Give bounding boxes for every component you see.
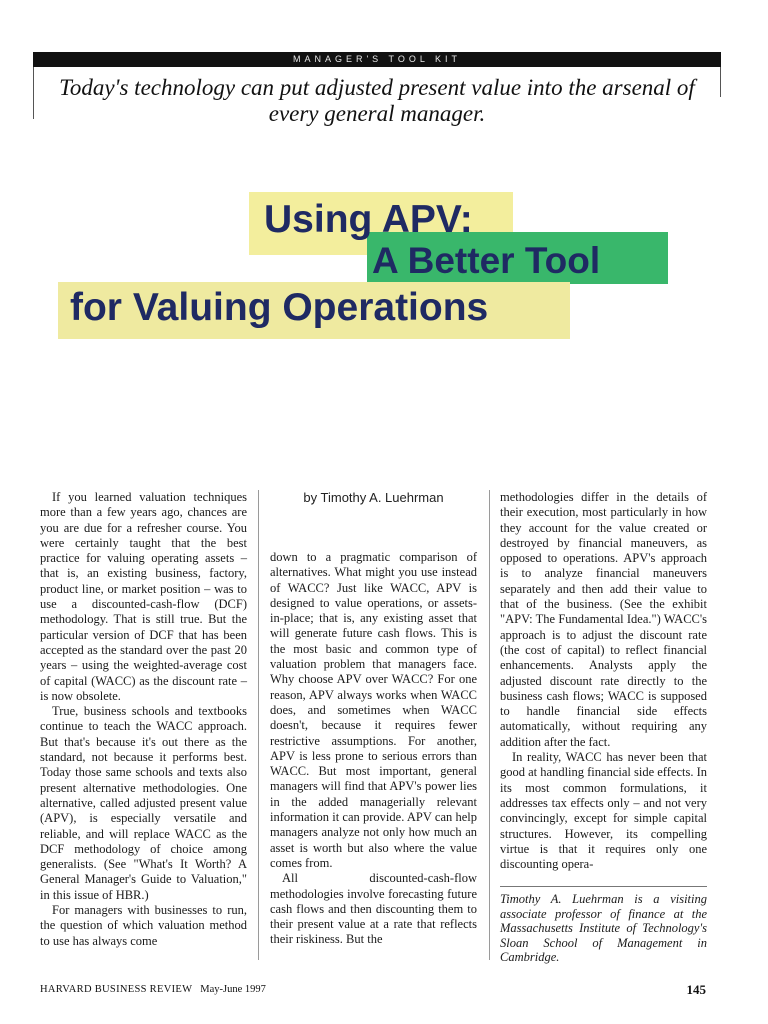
title-line-2: A Better Tool (372, 240, 601, 281)
body-column-1 (40, 490, 247, 949)
author-byline: by Timothy A. Luehrman (303, 490, 444, 505)
paragraph: True, business schools and textbooks continue to teach the WACC approach. But that's because it's out there as the standard, not because it performs best. Today those same schools and texts also present alternative methodologies. One alternative, called adjusted present value (APV), is especially versatile and reliable, and will replace WACC as the DCF methodology of choice among generalists. (See "What's It Worth? A General Manager's Guide to Valuation," in this issue of HBR.) (40, 704, 247, 902)
page-number: 145 (686, 982, 706, 997)
body-column-3 (500, 490, 707, 872)
paragraph: down to a pragmatic comparison of alternatives. What might you use instead of WACC? Just like WACC, APV is designed to value operations, or assets-in-place; that is, any existing asset that will generate future cash flows. This is the most basic and common type of valuation problem that managers face. Why choose APV over WACC? For one reason, APV always works when WACC does, and sometimes when WACC doesn't, because it requires fewer restrictive assumptions. For another, APV is less prone to serious errors than WACC. But most important, general managers will find that APV's power lies in the added managerially relevant information it can provide. APV can help managers analyze not only how much an asset is worth but also where the value comes from. (270, 550, 477, 870)
bio-divider (500, 886, 707, 887)
author-bio: Timothy A. Luehrman is a visiting associate professor of finance at the Massachusetts Institute of Technology's Sloan School of Management in Cambridge. (500, 892, 707, 964)
title-line-1: Using APV: (264, 198, 473, 241)
paragraph: methodologies differ in the details of their execution, most particularly in how they account for the value created or destroyed by financial maneuvers, as opposed to operations. APV's approach is to analyze financial maneuvers separately and then add their value to that of the business. (See the exhibit "APV: The Fundamental Idea.") WACC's approach is to adjust the discount rate (the cost of capital) to reflect financial enhancements. Analysts apply the adjusted discount rate directly to the business cash flows; WACC is supposed to handle financial side effects automatically, without requiring any addition after the fact. (500, 490, 707, 749)
column-divider-2 (489, 490, 490, 960)
footer-publication (40, 984, 266, 995)
publication-name: HARVARD BUSINESS REVIEW (40, 984, 193, 995)
paragraph: If you learned valuation techniques more than a few years ago, chances are you are due for a refresher course. You were certainly taught that the best practice for valuing operating assets – that is, an existing business, factory, product line, or market position – was to use a discounted-cash-flow (DCF) methodology. That is still true. But the particular version of DCF that has been accepted as the standard over the past 20 years – using the weighted-average cost of capital (WACC) as the discount rate – is now obsolete. (40, 490, 247, 703)
article-deck: Today's technology can put adjusted present value into the arsenal of every general manager. (59, 75, 695, 126)
section-banner: MANAGER'S TOOL KIT (33, 52, 721, 67)
body-column-2 (270, 550, 477, 948)
column-divider-1 (258, 490, 259, 960)
paragraph: For managers with businesses to run, the question of which valuation method to use has always come (40, 903, 247, 948)
deck-right-rule (720, 67, 721, 97)
issue-date: May-June 1997 (200, 984, 266, 995)
paragraph: In reality, WACC has never been that good at handling financial side effects. In its most common formulations, it addresses tax effects only – and not very convincingly, except for simple capital structures. However, its compelling virtue is that it requires only one discounting opera- (500, 750, 707, 872)
paragraph: All discounted-cash-flow methodologies involve forecasting future cash flows and then discounting them to their present value at a rate that reflects their riskiness. But the (270, 871, 477, 947)
deck-left-rule (33, 67, 34, 119)
title-line-3: for Valuing Operations (70, 286, 489, 329)
